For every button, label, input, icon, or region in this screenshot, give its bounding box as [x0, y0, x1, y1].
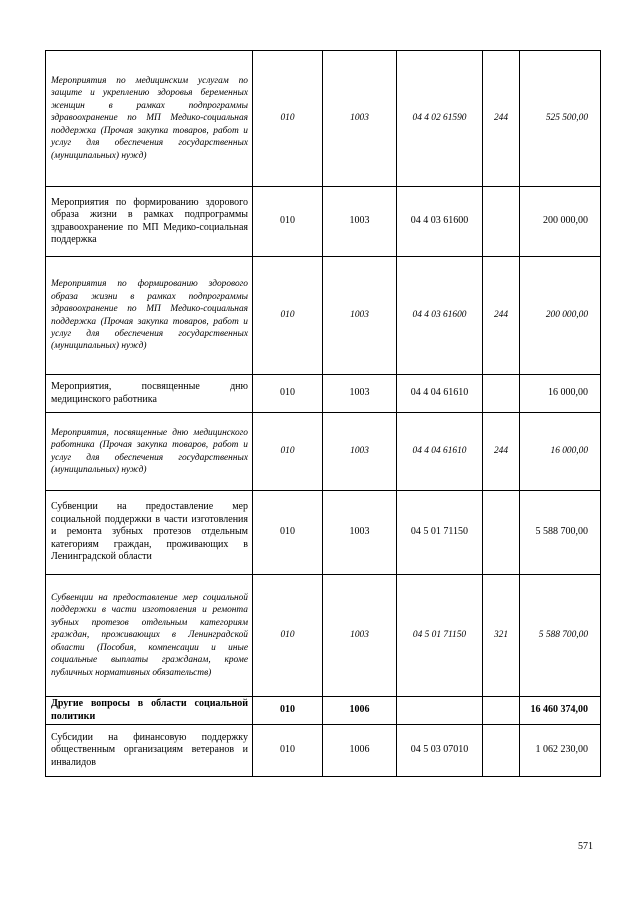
ministry-code-cell: 010	[253, 575, 323, 697]
ministry-code-cell: 010	[253, 413, 323, 491]
target-article-cell: 04 5 03 07010	[397, 725, 483, 777]
target-article-cell: 04 5 01 71150	[397, 575, 483, 697]
row-name-cell: Мероприятия, посвященные дню медицинского работника	[46, 375, 253, 413]
amount-cell: 16 000,00	[520, 413, 601, 491]
row-name-cell: Мероприятия, посвященные дню медицинского работника (Прочая закупка товаров, работ и услуг для обеспечения государственных (муниципальных) нужд)	[46, 413, 253, 491]
section-code-cell: 1006	[323, 725, 397, 777]
target-article-cell: 04 4 04 61610	[397, 413, 483, 491]
ministry-code-cell: 010	[253, 697, 323, 725]
section-code-cell: 1006	[323, 697, 397, 725]
expense-type-cell	[483, 725, 520, 777]
section-code-cell: 1003	[323, 51, 397, 187]
ministry-code-cell: 010	[253, 257, 323, 375]
ministry-code-cell: 010	[253, 375, 323, 413]
expense-type-cell: 244	[483, 257, 520, 375]
section-code-cell: 1003	[323, 491, 397, 575]
row-name-cell: Субвенции на предоставление мер социальной поддержки в части изготовления и ремонта зубных протезов отдельным категориям граждан, проживающих в Ленинградской области (Пособия, компенсации и иные социальные выплаты гражданам, кроме публичных нормативных обязательств)	[46, 575, 253, 697]
table-row	[46, 491, 601, 575]
expense-type-cell: 244	[483, 51, 520, 187]
amount-cell: 16 000,00	[520, 375, 601, 413]
target-article-cell: 04 4 02 61590	[397, 51, 483, 187]
budget-table	[45, 50, 601, 777]
target-article-cell: 04 4 03 61600	[397, 187, 483, 257]
expense-type-cell	[483, 375, 520, 413]
amount-cell: 16 460 374,00	[520, 697, 601, 725]
section-code-cell: 1003	[323, 575, 397, 697]
ministry-code-cell: 010	[253, 725, 323, 777]
page-number: 571	[578, 841, 593, 852]
row-name-cell: Мероприятия по формированию здорового образа жизни в рамках подпрограммы здравоохранение по МП Медико-социальная поддержка (Прочая закупка товаров, работ и услуг для обеспечения государственных (муниципальных) нужд)	[46, 257, 253, 375]
ministry-code-cell: 010	[253, 187, 323, 257]
table-row	[46, 375, 601, 413]
expense-type-cell	[483, 697, 520, 725]
expense-type-cell: 321	[483, 575, 520, 697]
table-row	[46, 51, 601, 187]
amount-cell: 200 000,00	[520, 187, 601, 257]
row-name-cell: Мероприятия по медицинским услугам по защите и укреплению здоровья беременных женщин в рамках подпрограммы здравоохранение по МП Медико-социальная поддержка (Прочая закупка товаров, работ и услуг для обеспечения государственных (муниципальных) нужд)	[46, 51, 253, 187]
amount-cell: 5 588 700,00	[520, 575, 601, 697]
table-row	[46, 725, 601, 777]
section-code-cell: 1003	[323, 257, 397, 375]
table-row	[46, 187, 601, 257]
amount-cell: 1 062 230,00	[520, 725, 601, 777]
table-row	[46, 413, 601, 491]
section-code-cell: 1003	[323, 413, 397, 491]
amount-cell: 200 000,00	[520, 257, 601, 375]
row-name-cell: Субвенции на предоставление мер социальной поддержки в части изготовления и ремонта зубных протезов отдельным категориям граждан, проживающих в Ленинградской области	[46, 491, 253, 575]
amount-cell: 5 588 700,00	[520, 491, 601, 575]
expense-type-cell: 244	[483, 413, 520, 491]
target-article-cell: 04 4 04 61610	[397, 375, 483, 413]
row-name-cell: Субсидии на финансовую поддержку общественным организациям ветеранов и инвалидов	[46, 725, 253, 777]
target-article-cell	[397, 697, 483, 725]
section-code-cell: 1003	[323, 187, 397, 257]
section-code-cell: 1003	[323, 375, 397, 413]
amount-cell: 525 500,00	[520, 51, 601, 187]
table-row	[46, 697, 601, 725]
budget-table-body	[46, 51, 601, 777]
ministry-code-cell: 010	[253, 491, 323, 575]
expense-type-cell	[483, 187, 520, 257]
row-name-cell: Мероприятия по формированию здорового образа жизни в рамках подпрограммы здравоохранение по МП Медико-социальная поддержка	[46, 187, 253, 257]
table-row	[46, 257, 601, 375]
row-name-cell: Другие вопросы в области социальной политики	[46, 697, 253, 725]
ministry-code-cell: 010	[253, 51, 323, 187]
table-row	[46, 575, 601, 697]
target-article-cell: 04 4 03 61600	[397, 257, 483, 375]
target-article-cell: 04 5 01 71150	[397, 491, 483, 575]
expense-type-cell	[483, 491, 520, 575]
